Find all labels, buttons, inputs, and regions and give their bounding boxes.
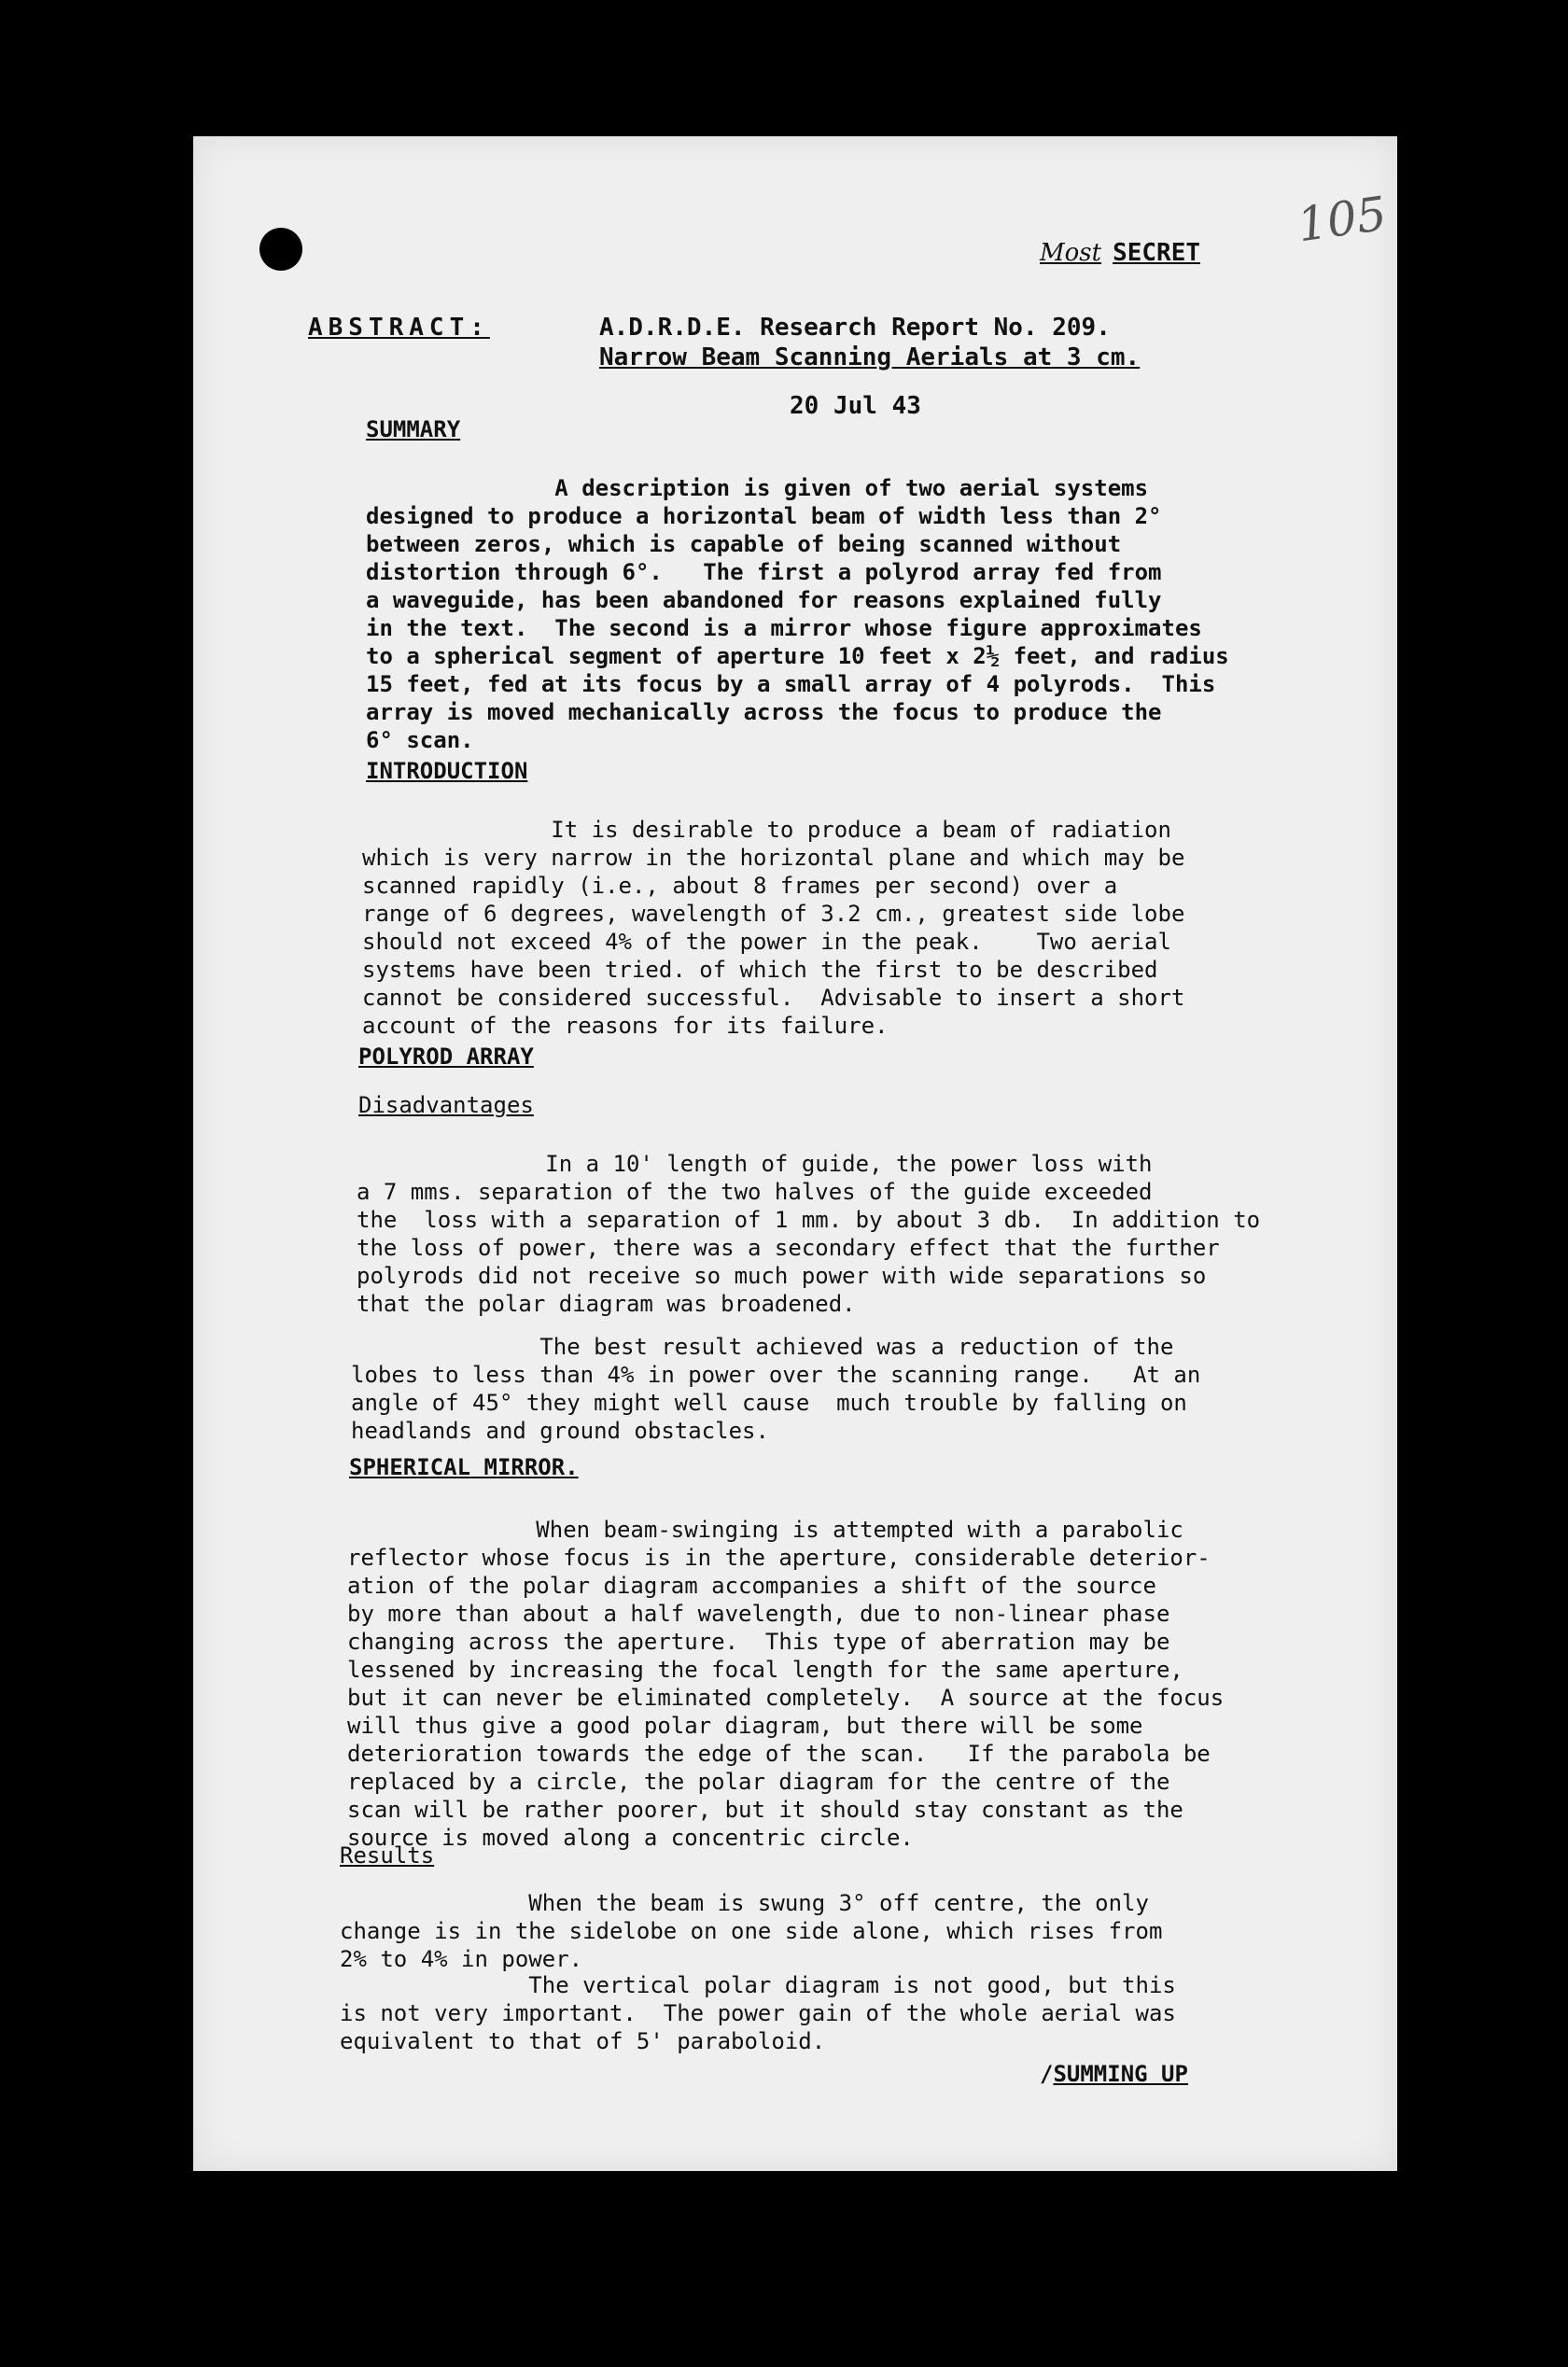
spherical-paragraph [347,1516,1224,1852]
punch-hole [259,228,302,271]
introduction-line: should not exceed 4% of the power in the peak. Two aerial [362,929,1171,955]
introduction-line: systems have been tried. of which the first to be described [362,957,1158,983]
classification-handwritten: Most [1040,239,1102,267]
spherical-mirror-heading: SPHERICAL MIRROR. [349,1454,579,1480]
introduction-line: It is desirable to produce a beam of radiation [362,817,1171,843]
results-line: equivalent to that of 5' paraboloid. [340,2028,826,2054]
summary-line: 6° scan. [366,727,474,753]
polyrod-line: the loss of power, there was a secondary effect that the further [357,1235,1220,1261]
summary-paragraph [366,474,1229,754]
introduction-line: cannot be considered successful. Advisable to insert a short [362,985,1185,1011]
report-title: Narrow Beam Scanning Aerials at 3 cm. [599,343,1141,371]
continuation-text: SUMMING UP [1053,2061,1188,2087]
spherical-line: scan will be rather poorer, but it should stay constant as the [347,1797,1183,1823]
continuation-marker [1040,2061,1188,2087]
classification-text: SECRET [1113,239,1200,267]
polyrod-line: the loss with a separation of 1 mm. by about 3 db. In addition to [357,1207,1261,1233]
page-number: 105 [1294,186,1391,253]
summary-line: to a spherical segment of aperture 10 feet x 2½ feet, and radius [366,643,1229,669]
spherical-line: replaced by a circle, the polar diagram for the centre of the [347,1769,1170,1795]
report-number: A.D.R.D.E. Research Report No. 209. [599,314,1111,342]
introduction-line: scanned rapidly (i.e., about 8 frames per second) over a [362,873,1118,899]
disadvantages-subheading: Disadvantages [358,1092,534,1118]
spherical-line: When beam-swinging is attempted with a parabolic [347,1517,1183,1543]
polyrod-paragraph-1 [357,1150,1260,1318]
results-line: is not very important. The power gain of the whole aerial was [340,2000,1176,2026]
results-heading: Results [340,1842,435,1869]
summary-line: designed to produce a horizontal beam of width less than 2° [366,503,1162,529]
results-paragraph-1 [340,1889,1162,1973]
spherical-line: lessened by increasing the focal length for the same aperture, [347,1657,1183,1683]
summary-line: between zeros, which is capable of being scanned without [366,531,1122,557]
polyrod-line: angle of 45° they might well cause much trouble by falling on [351,1390,1187,1416]
introduction-paragraph [362,816,1184,1040]
summary-line: distortion through 6°. The first a polyrod array fed from [366,559,1162,585]
spherical-line: but it can never be eliminated completely. A source at the focus [347,1685,1225,1711]
classification-mark [1040,239,1200,267]
spherical-line: reflector whose focus is in the aperture, considerable deterior- [347,1545,1211,1571]
report-date: 20 Jul 43 [790,392,921,420]
summary-line: 15 feet, fed at its focus by a small array of 4 polyrods. This [366,671,1216,697]
polyrod-line: In a 10' length of guide, the power loss with [357,1151,1153,1177]
polyrod-line: The best result achieved was a reduction of the [351,1334,1174,1360]
introduction-line: range of 6 degrees, wavelength of 3.2 cm., greatest side lobe [362,901,1185,927]
polyrod-line: lobes to less than 4% in power over the scanning range. At an [351,1362,1201,1388]
summary-line: A description is given of two aerial systems [366,475,1149,501]
introduction-line: account of the reasons for its failure. [362,1013,889,1039]
spherical-line: source is moved along a concentric circle. [347,1825,914,1851]
results-line: change is in the sidelobe on one side alone, which rises from [340,1918,1163,1944]
spherical-line: changing across the aperture. This type of aberration may be [347,1629,1170,1655]
polyrod-heading: POLYROD ARRAY [358,1043,534,1070]
polyrod-line: headlands and ground obstacles. [351,1418,769,1444]
results-line: The vertical polar diagram is not good, but this [340,1972,1176,1998]
spherical-line: will thus give a good polar diagram, but there will be some [347,1713,1143,1739]
summary-heading: SUMMARY [366,416,461,442]
polyrod-line: polyrods did not receive so much power with wide separations so [357,1263,1207,1289]
introduction-heading: INTRODUCTION [366,758,528,784]
continuation-slash: / [1040,2061,1054,2087]
polyrod-line: that the polar diagram was broadened. [357,1291,856,1317]
introduction-line: which is very narrow in the horizontal plane and which may be [362,845,1185,871]
spherical-line: ation of the polar diagram accompanies a shift of the source [347,1573,1156,1599]
summary-line: array is moved mechanically across the focus to produce the [366,699,1162,725]
abstract-label: ABSTRACT: [308,314,490,342]
summary-line: in the text. The second is a mirror whose figure approximates [366,615,1202,641]
results-line: When the beam is swung 3° off centre, the only [340,1890,1149,1916]
spherical-line: deterioration towards the edge of the scan. If the parabola be [347,1741,1211,1767]
summary-line: a waveguide, has been abandoned for reasons explained fully [366,587,1162,613]
polyrod-line: a 7 mms. separation of the two halves of the guide exceeded [357,1179,1153,1205]
spherical-line: by more than about a half wavelength, due to non-linear phase [347,1601,1170,1627]
results-paragraph-2 [340,1971,1176,2055]
results-line: 2% to 4% in power. [340,1946,583,1972]
polyrod-paragraph-2 [351,1333,1200,1445]
